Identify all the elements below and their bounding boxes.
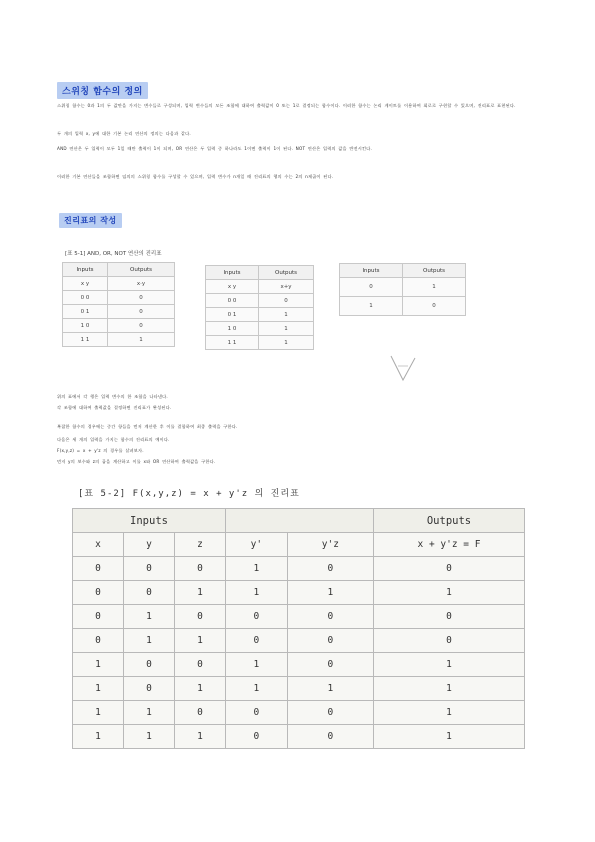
truth-table-and (62, 262, 175, 347)
table-row (206, 336, 314, 350)
truth-table-not (339, 263, 466, 316)
table-cell: 1 (124, 725, 175, 749)
table-cell: x + y'z = F (374, 533, 525, 557)
table-cell: 0 (108, 319, 175, 333)
table-cell: 1 (374, 653, 525, 677)
table-cell: 1 (226, 581, 288, 605)
table-cell: 1 0 (206, 322, 259, 336)
table-cell: 1 (374, 581, 525, 605)
table-cell: 0 (108, 291, 175, 305)
table-cell: 0 (287, 725, 373, 749)
table-header: Inputs (63, 263, 108, 277)
table-cell: 1 (108, 333, 175, 347)
table-cell: 1 (340, 297, 403, 316)
table-cell: 1 (259, 308, 314, 322)
table-cell: 0 (374, 629, 525, 653)
table-cell: 0 (226, 605, 288, 629)
table-cell: x (73, 533, 124, 557)
table-cell: 1 (124, 701, 175, 725)
table-cell: 0 (124, 677, 175, 701)
table-cell: x·y (108, 277, 175, 291)
table-header: Outputs (374, 509, 525, 533)
table-row (63, 291, 175, 305)
table-cell: 0 (175, 557, 226, 581)
small-table-caption: [표 5-1] AND, OR, NOT 연산의 진리표 (65, 251, 162, 257)
table-row (63, 333, 175, 347)
table-cell: 1 1 (206, 336, 259, 350)
table-cell: 0 (403, 297, 466, 316)
table-cell: 1 (287, 581, 373, 605)
table-row (206, 322, 314, 336)
table-cell: 0 (175, 653, 226, 677)
table-cell: 0 1 (63, 305, 108, 319)
table-row (73, 557, 525, 581)
table-cell: 0 (226, 629, 288, 653)
table-cell: 0 (73, 557, 124, 581)
truth-table-or (205, 265, 314, 350)
table-cell: 1 (374, 701, 525, 725)
paragraph: F(x,y,z) = x + y'z 의 경우를 살펴보자. (57, 448, 144, 453)
table-header: Outputs (108, 263, 175, 277)
table-cell: 0 (124, 557, 175, 581)
table-header: Inputs (73, 509, 226, 533)
table-cell: 1 (175, 725, 226, 749)
table-cell: 1 1 (63, 333, 108, 347)
paragraph: 위의 표에서 각 행은 입력 변수의 한 조합을 나타낸다. (57, 394, 168, 399)
table-cell: 0 0 (206, 294, 259, 308)
paragraph: AND 연산은 두 입력이 모두 1일 때만 출력이 1이 되며, OR 연산은 두 입력 중 하나라도 1이면 출력이 1이 된다. NOT 연산은 입력의 값을 반전시킨다. (57, 146, 373, 151)
table-row (73, 653, 525, 677)
table-row (63, 305, 175, 319)
table-cell: 1 (259, 336, 314, 350)
table-cell: 0 (287, 605, 373, 629)
table-cell: 1 (175, 581, 226, 605)
table-cell: 1 (287, 677, 373, 701)
paragraph: 다음은 세 개의 입력을 가지는 함수의 진리표의 예이다. (57, 437, 170, 442)
table-cell: 0 (226, 725, 288, 749)
table-cell: 1 (226, 653, 288, 677)
table-cell: y' (226, 533, 288, 557)
table-cell: 1 (259, 322, 314, 336)
table-cell: 0 (374, 557, 525, 581)
paragraph: 먼저 y의 보수와 z의 곱을 계산하고 이를 x와 OR 연산하여 출력값을 구한다. (57, 459, 216, 464)
section-heading-truth-table: 진리표의 작성 (59, 213, 122, 228)
table-cell: 0 (287, 557, 373, 581)
table-cell: 1 (175, 677, 226, 701)
table-cell: 1 (124, 629, 175, 653)
table-cell: 1 (374, 677, 525, 701)
paragraph: 복잡한 함수의 경우에는 중간 항들을 먼저 계산한 후 이를 결합하여 최종 출력을 구한다. (57, 424, 238, 429)
table-cell: y'z (287, 533, 373, 557)
table-row (73, 581, 525, 605)
table-row (340, 278, 466, 297)
table-cell: 1 (226, 677, 288, 701)
table-header: Inputs (340, 264, 403, 278)
table-cell: 1 (374, 725, 525, 749)
table-cell: 1 0 (63, 319, 108, 333)
table-cell: 0 (287, 701, 373, 725)
table-cell: 0 (287, 653, 373, 677)
table-row (206, 294, 314, 308)
paragraph: 각 조합에 대하여 출력값을 결정하면 진리표가 완성된다. (57, 405, 172, 410)
section-heading-definition: 스위칭 함수의 정의 (57, 82, 148, 99)
table-cell: 0 (374, 605, 525, 629)
table-row (73, 605, 525, 629)
table-cell: 0 (340, 278, 403, 297)
big-table-caption: [표 5-2] F(x,y,z) = x + y'z 의 진리표 (78, 489, 300, 499)
table-cell: x y (206, 280, 259, 294)
table-cell: 0 (175, 701, 226, 725)
paragraph: 스위칭 함수는 0과 1의 두 값만을 가지는 변수들로 구성되며, 입력 변수들의 모든 조합에 대하여 출력값이 0 또는 1로 결정되는 함수이다. 이러한 함수는 논리 게이트를 이용하여 회로로 구현할 수 있으며, 진리표로 표현된다. (57, 103, 516, 108)
table-cell: 1 (226, 557, 288, 581)
table-header: Inputs (206, 266, 259, 280)
table-cell: 0 (73, 629, 124, 653)
table-cell: 0 (259, 294, 314, 308)
table-row (63, 319, 175, 333)
paragraph: 이러한 기본 연산들을 조합하면 임의의 스위칭 함수를 구성할 수 있으며, 입력 변수가 n개일 때 진리표의 행의 수는 2의 n제곱이 된다. (57, 174, 334, 179)
table-cell: 1 (73, 653, 124, 677)
table-cell: 1 (175, 629, 226, 653)
table-cell: 0 (124, 581, 175, 605)
table-row (73, 725, 525, 749)
table-cell: 0 (108, 305, 175, 319)
truth-table-function (72, 508, 525, 749)
table-row (73, 629, 525, 653)
table-header: Outputs (403, 264, 466, 278)
table-cell: 0 (124, 653, 175, 677)
table-cell: 1 (124, 605, 175, 629)
table-row (206, 308, 314, 322)
table-header: Outputs (259, 266, 314, 280)
table-cell: y (124, 533, 175, 557)
paragraph: 두 개의 입력 x, y에 대한 기본 논리 연산의 정의는 다음과 같다. (57, 131, 191, 136)
table-row (73, 677, 525, 701)
handwritten-mark-icon (388, 352, 418, 386)
table-cell: 0 (73, 581, 124, 605)
table-cell: 0 (73, 605, 124, 629)
table-row (73, 701, 525, 725)
table-cell: 0 0 (63, 291, 108, 305)
table-cell: 1 (73, 677, 124, 701)
table-header (226, 509, 374, 533)
table-cell: 0 1 (206, 308, 259, 322)
table-cell: 0 (287, 629, 373, 653)
table-cell: z (175, 533, 226, 557)
table-cell: 0 (175, 605, 226, 629)
table-cell: 1 (73, 701, 124, 725)
table-cell: 1 (73, 725, 124, 749)
table-cell: 0 (226, 701, 288, 725)
table-cell: x y (63, 277, 108, 291)
table-row (340, 297, 466, 316)
table-cell: 1 (403, 278, 466, 297)
table-cell: x+y (259, 280, 314, 294)
